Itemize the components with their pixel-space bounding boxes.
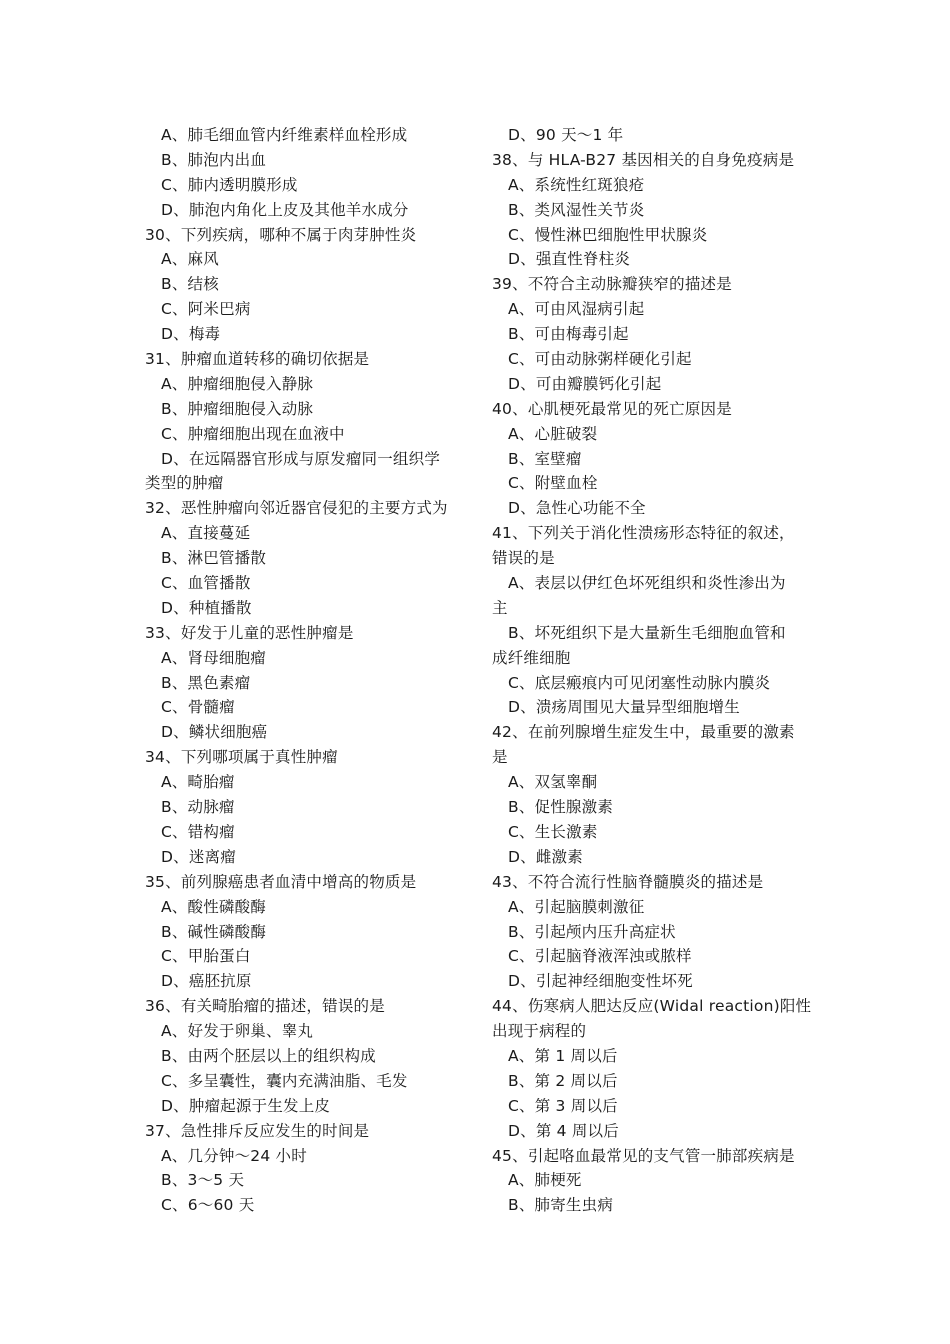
question-stem: 33、好发于儿童的恶性肿瘤是 [145,623,354,642]
text-continuation: 成纤维细胞 [492,648,571,667]
answer-option: D、鳞状细胞癌 [161,723,268,742]
answer-option: D、在远隔器官形成与原发瘤同一组织学 [161,449,441,468]
answer-option: A、肺毛细血管内纤维素样血栓形成 [161,126,408,144]
answer-option: B、促性腺激素 [508,798,614,817]
answer-option: A、心脏破裂 [508,424,598,443]
answer-option: B、肺泡内出血 [161,150,267,169]
answer-option: B、结核 [161,275,219,294]
answer-option: B、肺寄生虫病 [508,1196,614,1215]
answer-option: A、系统性红斑狼疮 [508,175,645,194]
answer-option: A、肾母细胞瘤 [161,648,267,667]
answer-option: A、直接蔓延 [161,524,251,543]
answer-option: B、可由梅毒引起 [508,325,629,344]
answer-option: B、动脉瘤 [161,798,235,817]
answer-option: B、由两个胚层以上的组织构成 [161,1046,376,1065]
question-stem: 38、与 HLA-B27 基因相关的自身免疫病是 [492,150,795,169]
answer-option: A、肿瘤细胞侵入静脉 [161,374,314,393]
answer-option: A、几分钟～24 小时 [161,1146,307,1165]
answer-option: D、种植播散 [161,598,252,617]
answer-option: D、肿瘤起源于生发上皮 [161,1096,331,1115]
text-continuation: 是 [492,748,508,767]
answer-option: D、溃疡周围见大量异型细胞增生 [508,698,740,717]
question-stem: 32、恶性肿瘤向邻近器官侵犯的主要方式为 [145,499,448,518]
question-stem: 34、下列哪项属于真性肿瘤 [145,748,338,767]
question-stem: 30、下列疾病，哪种不属于肉芽肿性炎 [145,225,417,244]
text-continuation: 出现于病程的 [492,1022,587,1041]
answer-option: D、雌激素 [508,847,583,866]
text-continuation: 错误的是 [492,549,555,568]
answer-option: D、急性心功能不全 [508,499,646,518]
answer-option: A、酸性磷酸酶 [161,897,267,916]
answer-option: B、3～5 天 [161,1171,245,1190]
question-stem: 36、有关畸胎瘤的描述，错误的是 [145,997,385,1016]
answer-option: A、麻风 [161,250,219,269]
answer-option: D、肺泡内角化上皮及其他羊水成分 [161,200,409,219]
question-stem: 45、引起咯血最常见的支气管一肺部疾病是 [492,1146,795,1165]
answer-option: A、好发于卵巢、睾丸 [161,1022,314,1041]
question-stem: 37、急性排斥反应发生的时间是 [145,1121,370,1140]
question-stem: 35、前列腺癌患者血清中增高的物质是 [145,872,417,891]
answer-option: C、血管播散 [161,574,251,593]
answer-option: C、肺内透明膜形成 [161,175,298,194]
answer-option: B、肿瘤细胞侵入动脉 [161,399,314,418]
answer-option: D、引起神经细胞变性坏死 [508,972,693,991]
question-stem: 40、心肌梗死最常见的死亡原因是 [492,399,732,418]
answer-option: C、附壁血栓 [508,474,598,493]
question-stem: 41、下列关于消化性溃疡形态特征的叙述， [492,524,795,543]
answer-option: B、坏死组织下是大量新生毛细胞血管和 [508,623,786,642]
answer-option: A、引起脑膜刺激征 [508,897,645,916]
answer-option: C、慢性淋巴细胞性甲状腺炎 [508,225,708,244]
answer-option: B、第 2 周以后 [508,1071,618,1090]
answer-option: B、碱性磷酸酶 [161,922,267,941]
question-stem: 44、伤寒病人肥达反应(Widal reaction)阳性 [492,997,812,1016]
answer-option: A、第 1 周以后 [508,1046,618,1065]
right-column [492,123,814,1218]
answer-option: C、可由动脉粥样硬化引起 [508,350,692,369]
answer-option: D、90 天～1 年 [508,126,624,144]
left-column [145,123,465,1218]
answer-option: B、淋巴管播散 [161,549,267,568]
answer-option: A、肺梗死 [508,1171,582,1190]
answer-option: C、甲胎蛋白 [161,947,251,966]
answer-option: C、引起脑脊液浑浊或脓样 [508,947,692,966]
answer-option: C、错构瘤 [161,822,235,841]
answer-option: C、阿米巴病 [161,300,251,319]
answer-option: B、引起颅内压升高症状 [508,922,676,941]
answer-option: C、多呈囊性，囊内充满油脂、毛发 [161,1071,408,1090]
answer-option: B、黑色素瘤 [161,673,251,692]
question-stem: 31、肿瘤血道转移的确切依据是 [145,350,370,369]
text-continuation: 主 [492,598,508,617]
answer-option: D、癌胚抗原 [161,972,252,991]
answer-option: C、底层瘢痕内可见闭塞性动脉内膜炎 [508,673,771,692]
answer-option: B、室壁瘤 [508,449,582,468]
question-stem: 43、不符合流行性脑脊髓膜炎的描述是 [492,872,764,891]
answer-option: B、类风湿性关节炎 [508,200,645,219]
answer-option: A、双氢睾酮 [508,773,598,792]
question-stem: 39、不符合主动脉瓣狭窄的描述是 [492,275,732,294]
answer-option: A、畸胎瘤 [161,773,235,792]
answer-option: C、第 3 周以后 [508,1096,618,1115]
question-stem: 42、在前列腺增生症发生中，最重要的激素 [492,723,795,742]
text-continuation: 类型的肿瘤 [145,474,224,493]
answer-option: D、强直性脊柱炎 [508,250,631,269]
answer-option: D、梅毒 [161,325,221,344]
answer-option: C、肿瘤细胞出现在血液中 [161,424,345,443]
answer-option: C、6～60 天 [161,1196,255,1215]
answer-option: D、第 4 周以后 [508,1121,619,1140]
answer-option: D、迷离瘤 [161,847,236,866]
answer-option: A、表层以伊红色坏死组织和炎性渗出为 [508,574,786,593]
answer-option: C、生长激素 [508,822,598,841]
answer-option: C、骨髓瘤 [161,698,235,717]
answer-option: A、可由风湿病引起 [508,300,645,319]
answer-option: D、可由瓣膜钙化引起 [508,374,662,393]
